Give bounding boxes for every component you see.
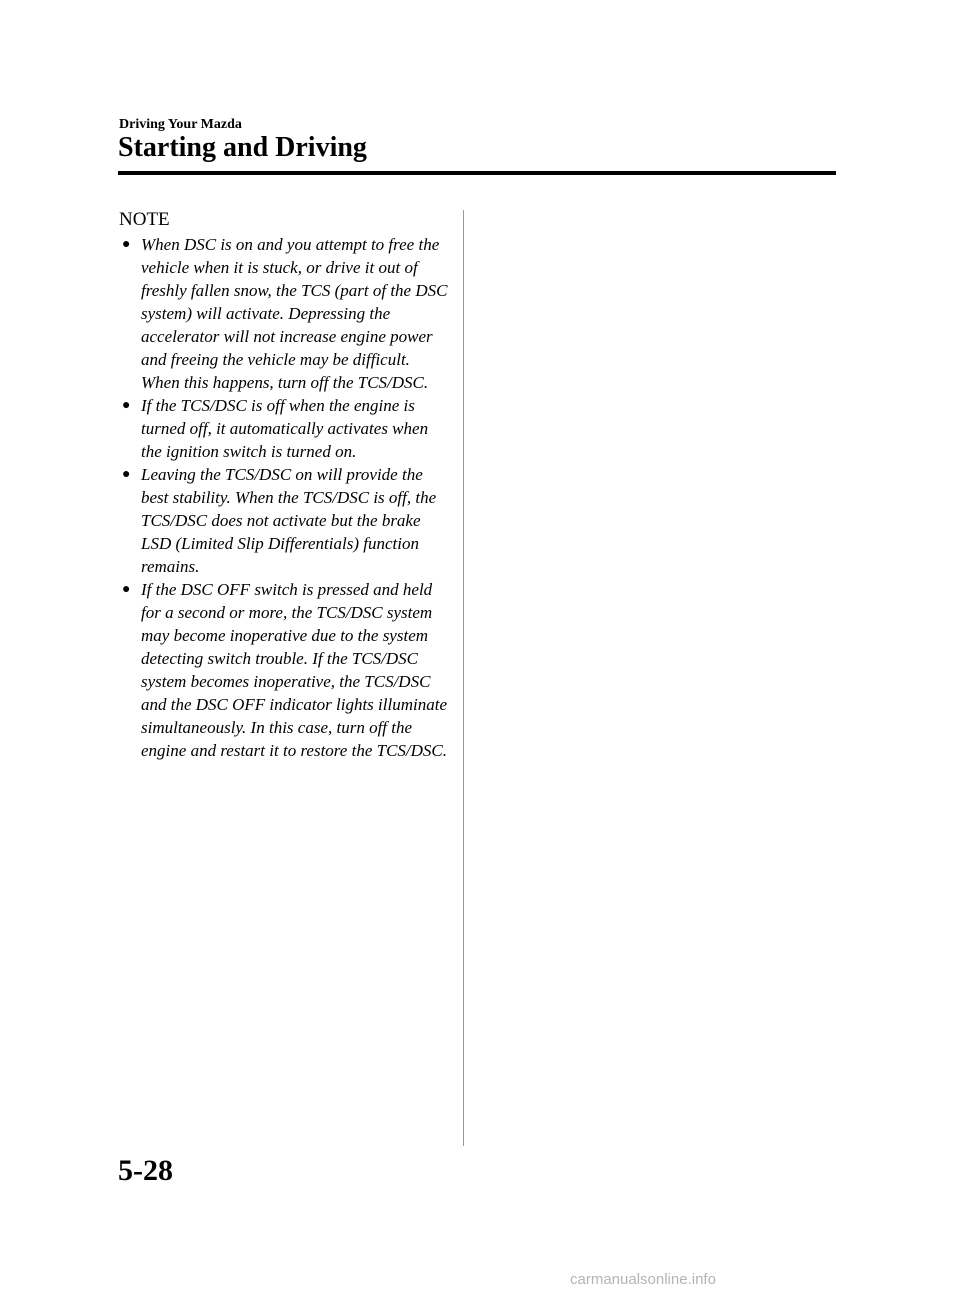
bullet-icon: ● xyxy=(122,398,131,413)
page-title: Starting and Driving xyxy=(118,132,367,163)
note-item-text: If the DSC OFF switch is pressed and held for a second or more, the TCS/DSC system may become inoperative due to the system detecting switch trouble. If the TCS/DSC system becomes inoperative, the TCS/DSC and the DSC OFF indicator lights illuminate simultaneously. In this case, turn off the engine and restart it to restore the TCS/DSC. xyxy=(141,580,447,760)
note-list xyxy=(119,233,449,762)
section-label: Driving Your Mazda xyxy=(119,117,242,132)
note-box xyxy=(119,207,449,762)
bullet-icon: ● xyxy=(122,467,131,482)
column-divider xyxy=(463,210,464,1146)
note-item-text: Leaving the TCS/DSC on will provide the best stability. When the TCS/DSC is off, the TCS/DSC does not activate but the brake LSD (Limited Slip Differentials) function remains. xyxy=(141,465,437,576)
note-heading: NOTE xyxy=(119,209,170,230)
list-item xyxy=(119,394,449,463)
list-item xyxy=(119,578,449,762)
page-number: 5-28 xyxy=(118,1154,173,1187)
note-item-text: If the TCS/DSC is off when the engine is turned off, it automatically activates when the ignition switch is turned on. xyxy=(141,396,429,461)
title-rule xyxy=(118,171,836,175)
bullet-icon: ● xyxy=(122,582,131,597)
list-item xyxy=(119,463,449,578)
bullet-icon: ● xyxy=(122,237,131,252)
note-item-text: When DSC is on and you attempt to free the vehicle when it is stuck, or drive it out of freshly fallen snow, the TCS (part of the DSC system) will activate. Depressing the accelerator will not increase engine power and freeing the vehicle may be difficult. When this happens, turn off the TCS/DSC. xyxy=(141,235,448,392)
watermark: carmanualsonline.info xyxy=(570,1271,716,1288)
list-item xyxy=(119,233,449,394)
